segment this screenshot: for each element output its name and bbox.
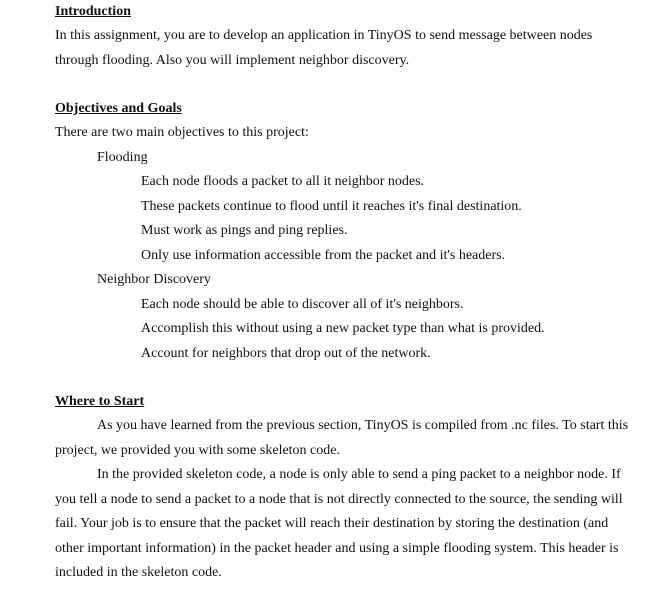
where-to-start-paragraph-line: project, we provided you with some skeleton code. (55, 442, 340, 458)
objectives-intro: There are two main objectives to this project: (55, 125, 309, 140)
where-to-start-paragraph-line: In the provided skeleton code, a node is only able to send a ping packet to a neighbor node. If (97, 467, 621, 482)
section-gap (55, 73, 655, 97)
objective-item: Account for neighbors that drop out of the network. (141, 345, 431, 361)
where-to-start-heading: Where to Start (55, 394, 145, 409)
where-to-start-paragraph-line: you tell a node to send a packet to a node that is not directly connected to the source, the sending will (55, 491, 623, 507)
objective-item: These packets continue to flood until it reaches it's final destination. (141, 198, 522, 214)
objective-flooding-title: Flooding (97, 149, 148, 165)
introduction-line: In this assignment, you are to develop an application in TinyOS to send message between nodes (55, 28, 593, 43)
introduction-line: through flooding. Also you will implement neighbor discovery. (55, 52, 410, 68)
document-page (55, 0, 655, 586)
objective-neighbor-discovery-title: Neighbor Discovery (97, 272, 211, 287)
introduction-heading: Introduction (55, 4, 131, 19)
where-to-start-paragraph-line: other important information) in the packet header and using a simple flooding system. This header is (55, 540, 619, 556)
section-gap (55, 366, 655, 390)
where-to-start-paragraph-line: fail. Your job is to ensure that the packet will reach their destination by storing the destination (and (55, 516, 609, 531)
objectives-heading: Objectives and Goals (55, 101, 182, 116)
where-to-start-paragraph-line: included in the skeleton code. (55, 565, 222, 580)
objective-item: Each node should be able to discover all of it's neighbors. (141, 296, 464, 312)
objective-item: Must work as pings and ping replies. (141, 223, 348, 238)
where-to-start-paragraph-line: As you have learned from the previous section, TinyOS is compiled from .nc files. To start this (97, 418, 629, 433)
objective-item: Only use information accessible from the packet and it's headers. (141, 247, 506, 263)
objective-item: Each node floods a packet to all it neighbor nodes. (141, 174, 425, 189)
objective-item: Accomplish this without using a new packet type than what is provided. (141, 321, 545, 336)
